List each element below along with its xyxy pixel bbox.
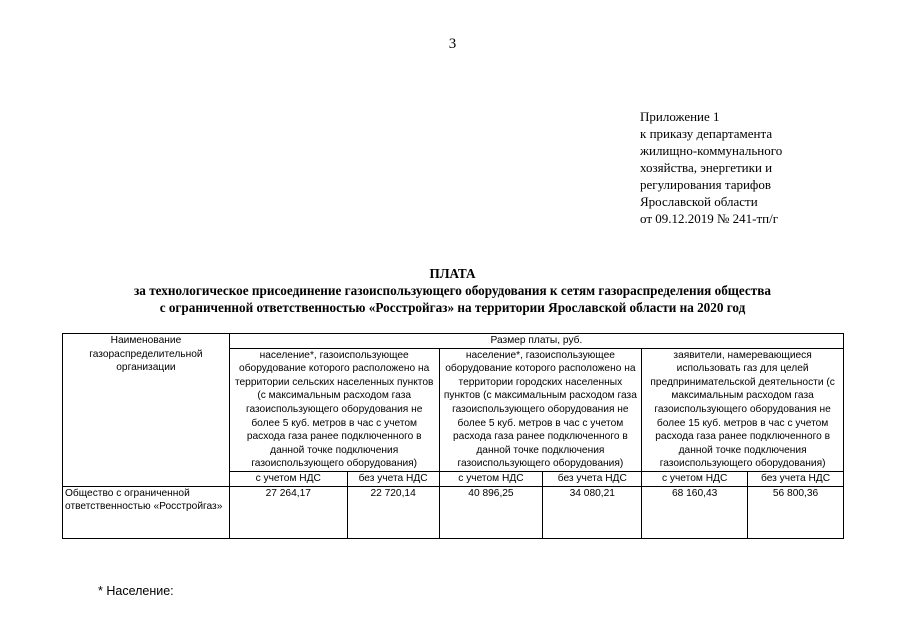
category-rural-population: население*, газоиспользующее оборудование которого расположено на территории сельских населенных пунктов (с максимальным расходом газа газоиспользующего оборудования не более 5 куб. метров в час с учетом расхода газа ранее подключенного в данной точке подключения газоиспользующего оборудования) bbox=[229, 348, 439, 471]
category-business-applicants: заявители, намеревающиеся использовать газ для целей предпринимательской деятельности (с максимальным расходом газа газоиспользующего оборудования не более 15 куб. метров в час с учетом расхода газа ранее подключенного в данной точке подключения газоиспользующего оборудования) bbox=[642, 348, 844, 471]
fee-value: 22 720,14 bbox=[347, 486, 439, 538]
fee-size-header: Размер платы, руб. bbox=[229, 334, 843, 349]
footnote: * Население: bbox=[98, 584, 174, 598]
page-number: 3 bbox=[448, 36, 457, 52]
table-row bbox=[63, 486, 844, 538]
fee-value: 68 160,43 bbox=[642, 486, 748, 538]
vat-included-header: с учетом НДС bbox=[229, 471, 347, 486]
fee-value: 27 264,17 bbox=[229, 486, 347, 538]
appendix-line: Приложение 1 bbox=[640, 109, 720, 124]
vat-included-header: с учетом НДС bbox=[439, 471, 543, 486]
appendix-line: Ярославской области bbox=[640, 194, 758, 209]
title-line-2: с ограниченной ответственностью «Росстройгаз» на территории Ярославской области на 2020 год bbox=[159, 300, 746, 315]
category-urban-population: население*, газоиспользующее оборудование которого расположено на территории городских населенных пунктов (с максимальным расходом газа газоиспользующего оборудования не более 5 куб. метров в час с учетом расхода газа ранее подключенного в данной точке подключения газоиспользующего оборудования) bbox=[439, 348, 642, 471]
fee-value: 56 800,36 bbox=[748, 486, 844, 538]
vat-included-header: с учетом НДС bbox=[642, 471, 748, 486]
vat-excluded-header: без учета НДС bbox=[543, 471, 642, 486]
document-title bbox=[0, 265, 905, 316]
fee-value: 34 080,21 bbox=[543, 486, 642, 538]
org-column-header: Наименование газораспределительной организации bbox=[63, 334, 230, 487]
appendix-line: от 09.12.2019 № 241-тп/г bbox=[640, 211, 779, 226]
appendix-line: регулирования тарифов bbox=[640, 177, 771, 192]
title-line-1: за технологическое присоединение газоиспользующего оборудования к сетям газораспределения общества bbox=[134, 283, 771, 298]
appendix-line: к приказу департамента bbox=[640, 126, 773, 141]
organization-name: Общество с ограниченной ответственностью «Росстройгаз» bbox=[63, 486, 230, 538]
fee-table bbox=[62, 333, 844, 539]
appendix-line: хозяйства, энергетики и bbox=[640, 160, 773, 175]
fee-value: 40 896,25 bbox=[439, 486, 543, 538]
title-heading: ПЛАТА bbox=[429, 266, 476, 281]
appendix-line: жилищно-коммунального bbox=[640, 143, 783, 158]
vat-excluded-header: без учета НДС bbox=[748, 471, 844, 486]
vat-excluded-header: без учета НДС bbox=[347, 471, 439, 486]
appendix-reference bbox=[640, 108, 782, 227]
